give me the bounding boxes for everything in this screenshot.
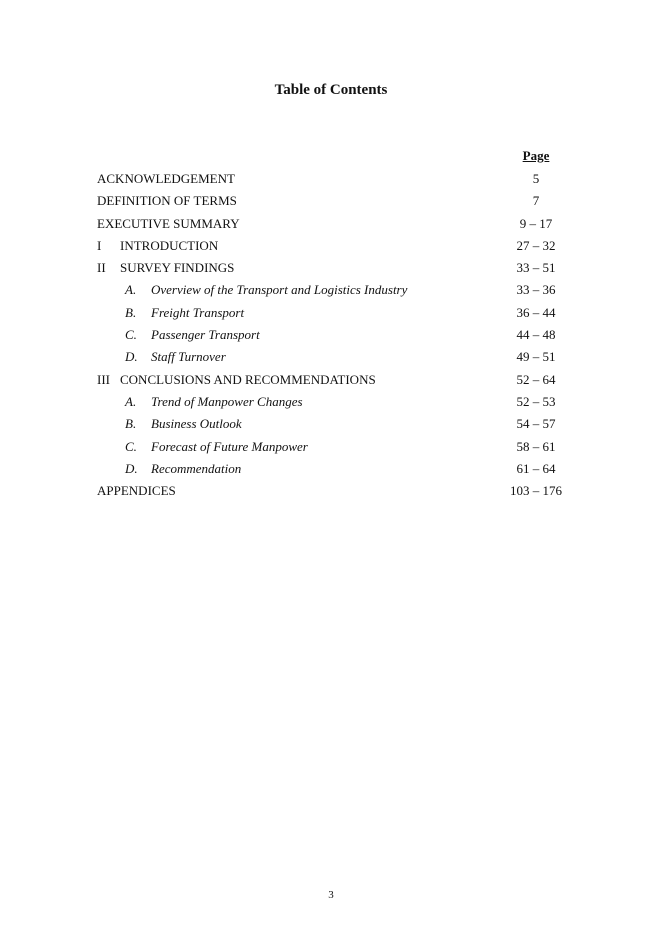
toc-entry-label: INTRODUCTION bbox=[120, 237, 219, 253]
toc-entry-pages: 33 – 36 bbox=[516, 282, 556, 298]
toc-subentry-forecast bbox=[97, 436, 577, 458]
toc-entry-number: B. bbox=[125, 304, 137, 320]
toc-entry-label: Staff Turnover bbox=[151, 349, 226, 365]
toc-entry-pages: 36 – 44 bbox=[516, 304, 556, 320]
toc-entry-pages: 52 – 64 bbox=[516, 371, 556, 387]
page-number: 3 bbox=[328, 889, 334, 901]
toc-entry-number: III bbox=[97, 371, 110, 387]
toc-entry-number: D. bbox=[125, 460, 138, 476]
toc-subentry-business-outlook bbox=[97, 413, 577, 435]
toc-entry-pages: 27 – 32 bbox=[516, 237, 556, 253]
toc-entry-number: A. bbox=[125, 282, 137, 298]
toc-entry-pages: 5 bbox=[532, 171, 540, 186]
toc-entry-executive-summary bbox=[97, 213, 577, 235]
toc-entry-label: ACKNOWLEDGEMENT bbox=[97, 171, 235, 186]
toc-entry-label: Passenger Transport bbox=[151, 327, 260, 343]
toc-entry-label: Overview of the Transport and Logistics Industry bbox=[151, 282, 408, 298]
toc-entry-number: B. bbox=[125, 416, 137, 432]
toc-entry-number: D. bbox=[125, 349, 138, 365]
toc-entry-label: Freight Transport bbox=[151, 304, 245, 320]
toc-entry-label: Business Outlook bbox=[151, 416, 242, 432]
toc-entry-survey-findings bbox=[97, 257, 577, 279]
toc-entry-pages: 44 – 48 bbox=[516, 327, 556, 343]
toc-entry-pages: 33 – 51 bbox=[516, 260, 556, 276]
toc-entry-label: EXECUTIVE SUMMARY bbox=[97, 215, 240, 231]
toc-entry-pages: 54 – 57 bbox=[516, 416, 556, 432]
toc-entry-pages: 52 – 53 bbox=[516, 393, 556, 409]
toc-entry-acknowledgement bbox=[97, 168, 577, 190]
toc-entry-label: SURVEY FINDINGS bbox=[120, 260, 235, 276]
toc-subentry-passenger-transport bbox=[97, 324, 577, 346]
toc-entry-pages: 103 – 176 bbox=[510, 483, 562, 499]
toc-entry-number: A. bbox=[125, 393, 137, 409]
page-title: Table of Contents bbox=[274, 82, 388, 98]
toc-entry-label: Trend of Manpower Changes bbox=[151, 393, 303, 409]
toc-entry-number: II bbox=[97, 260, 106, 276]
toc-subentry-overview bbox=[97, 279, 577, 301]
table-of-contents bbox=[97, 168, 577, 502]
toc-subentry-recommendation bbox=[97, 458, 577, 480]
toc-subentry-trend-of-manpower bbox=[97, 391, 577, 413]
toc-entry-label: DEFINITION OF TERMS bbox=[97, 193, 237, 209]
toc-entry-number: C. bbox=[125, 438, 137, 454]
toc-entry-conclusions bbox=[97, 369, 577, 391]
toc-entry-pages: 61 – 64 bbox=[516, 460, 556, 476]
toc-subentry-staff-turnover bbox=[97, 346, 577, 368]
toc-subentry-freight-transport bbox=[97, 302, 577, 324]
toc-entry-pages: 9 – 17 bbox=[519, 215, 553, 231]
toc-entry-label: CONCLUSIONS AND RECOMMENDATIONS bbox=[120, 371, 376, 387]
toc-entry-appendices bbox=[97, 480, 577, 502]
toc-entry-number: C. bbox=[125, 327, 137, 343]
toc-entry-pages: 49 – 51 bbox=[516, 349, 556, 365]
page-column-header: Page bbox=[522, 148, 550, 163]
toc-entry-introduction bbox=[97, 235, 577, 257]
toc-entry-label: Recommendation bbox=[151, 460, 242, 476]
toc-entry-definition-of-terms bbox=[97, 190, 577, 212]
toc-entry-label: Forecast of Future Manpower bbox=[151, 438, 308, 454]
toc-entry-label: APPENDICES bbox=[97, 483, 176, 499]
toc-entry-pages: 7 bbox=[532, 193, 540, 209]
toc-entry-pages: 58 – 61 bbox=[516, 438, 556, 454]
toc-entry-number: I bbox=[97, 237, 102, 253]
